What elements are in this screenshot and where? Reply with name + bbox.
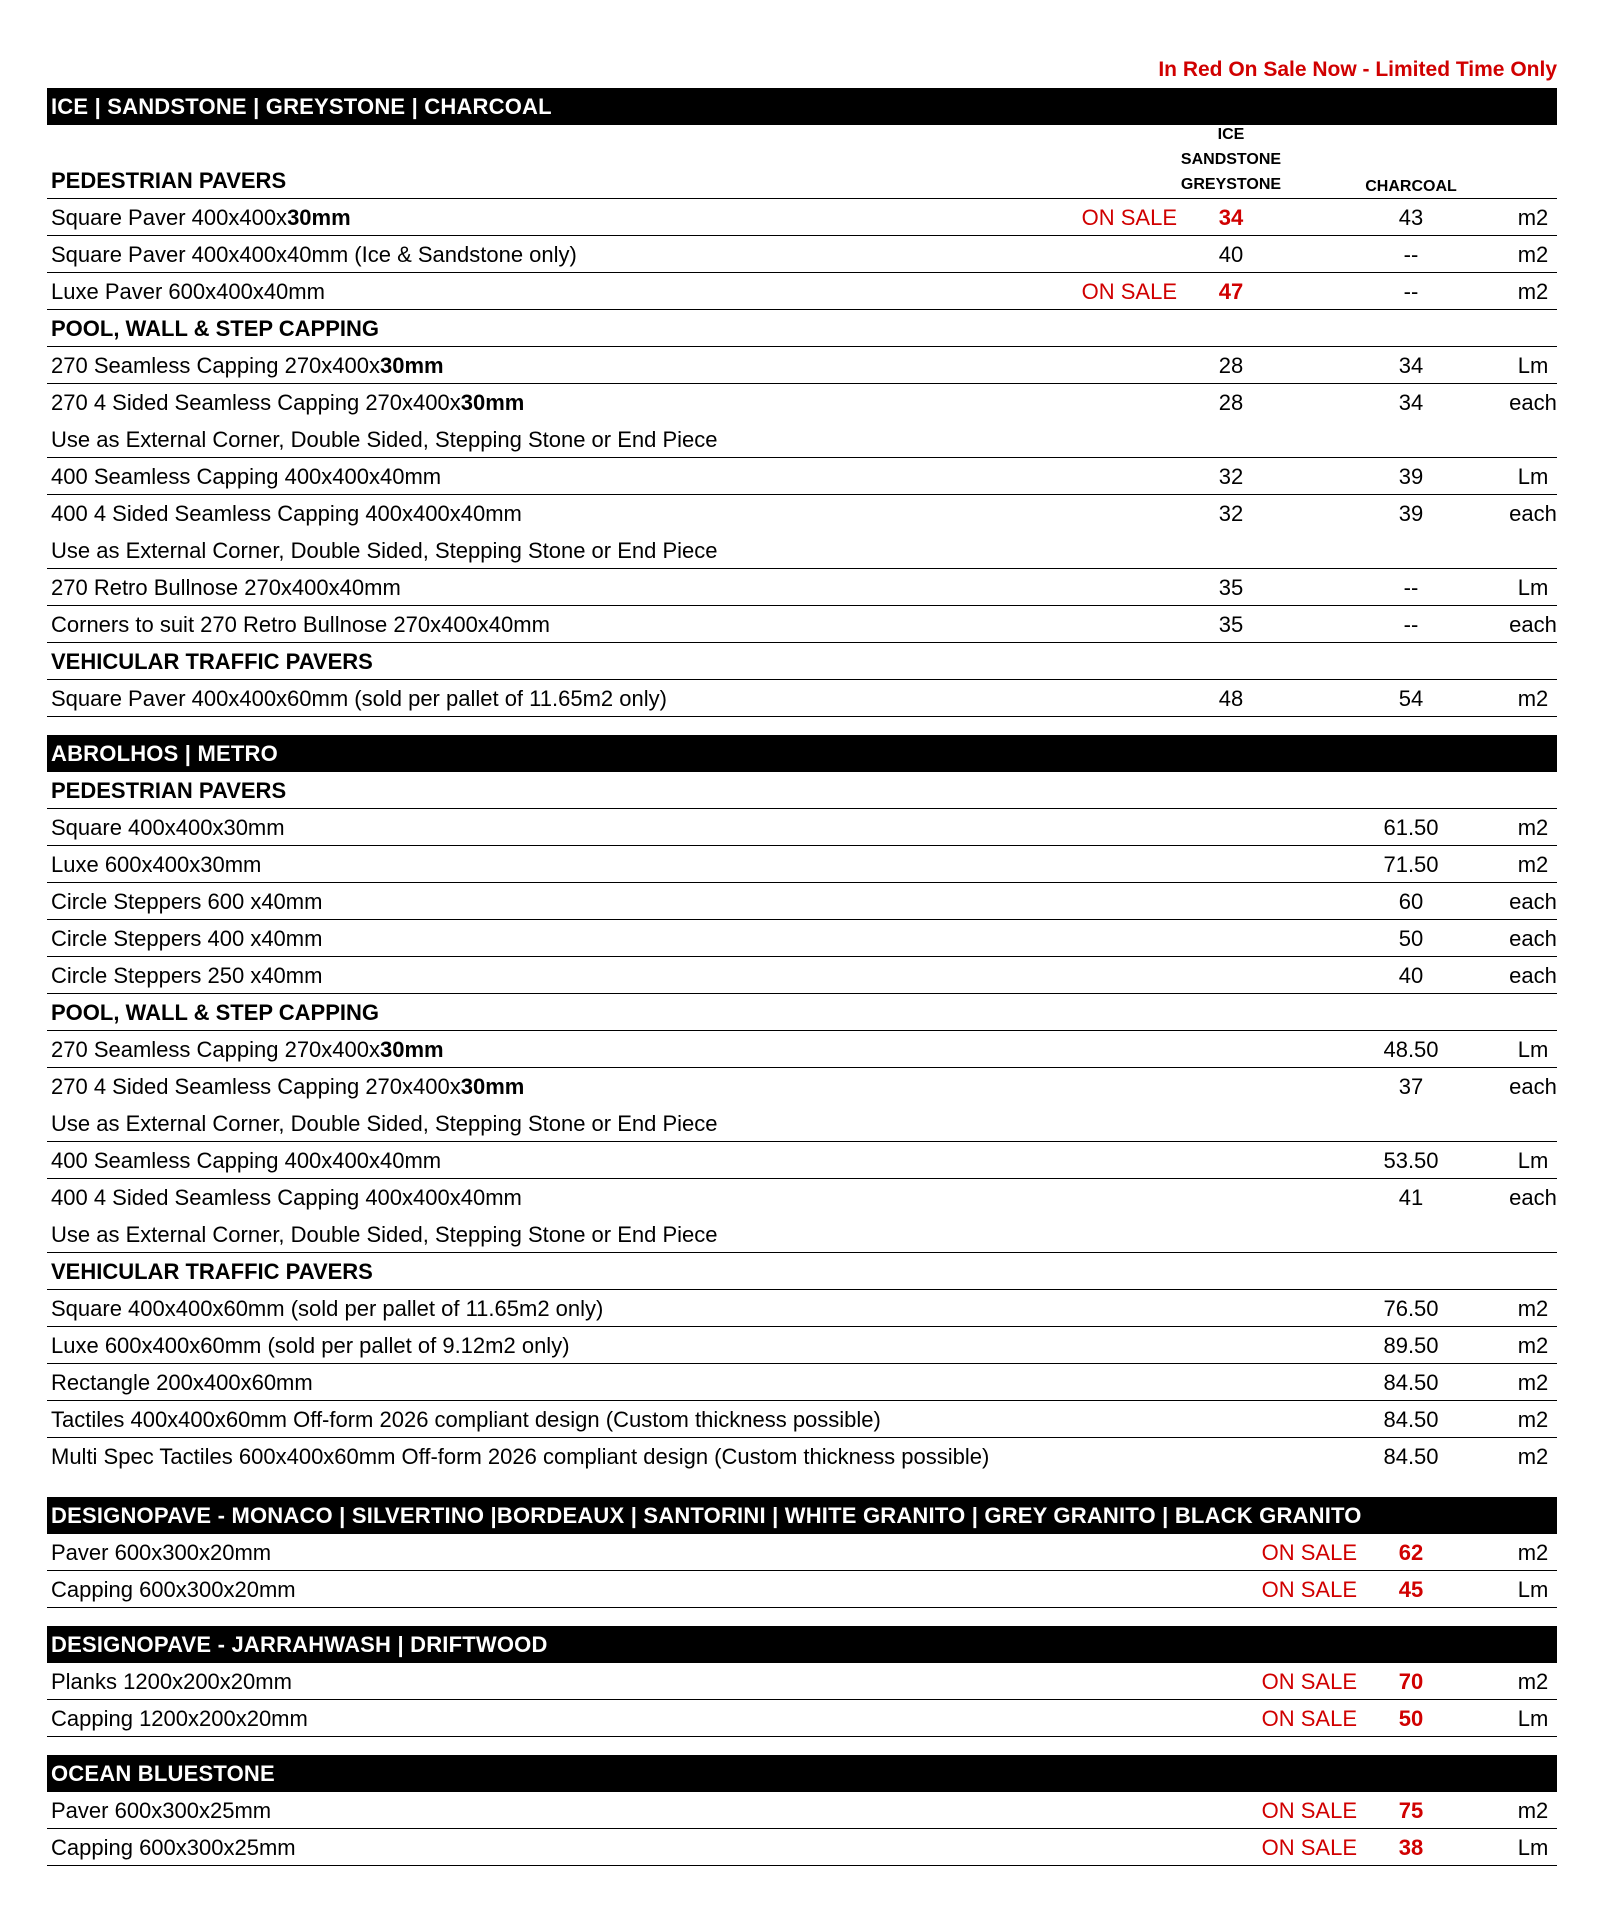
usage-note-row xyxy=(47,532,1557,569)
description-text: Capping 1200x200x20mm xyxy=(51,1706,308,1731)
price-charcoal: 50 xyxy=(1398,926,1424,951)
price-row xyxy=(47,1438,1557,1475)
price-ice-sandstone-greystone: 28 xyxy=(1218,390,1244,415)
description-text: Luxe Paver 600x400x40mm xyxy=(51,279,325,304)
price-row xyxy=(47,846,1557,883)
product-description xyxy=(51,920,322,957)
product-description xyxy=(51,1829,296,1866)
unit-label: m2 xyxy=(1517,1669,1549,1694)
unit-label: Lm xyxy=(1517,464,1549,489)
column-header-line: ICE xyxy=(1217,126,1245,143)
price-charcoal: 61.50 xyxy=(1383,815,1439,840)
product-description xyxy=(51,846,261,883)
price-row xyxy=(47,680,1557,717)
description-text: Square Paver 400x400x xyxy=(51,205,288,230)
price-charcoal: 50 xyxy=(1398,1706,1424,1731)
on-sale-label: ON SALE xyxy=(1261,1540,1357,1565)
price-charcoal: 84.50 xyxy=(1383,1407,1439,1432)
usage-note-row xyxy=(47,1216,1557,1253)
price-charcoal: 39 xyxy=(1398,464,1424,489)
price-charcoal: 48.50 xyxy=(1383,1037,1439,1062)
description-text: Use as External Corner, Double Sided, Stepping Stone or End Piece xyxy=(51,1111,718,1136)
price-row xyxy=(47,1179,1557,1216)
description-text: Use as External Corner, Double Sided, Stepping Stone or End Piece xyxy=(51,1222,718,1247)
subheading-row xyxy=(47,1253,1557,1290)
unit-label: Lm xyxy=(1517,1148,1549,1173)
unit-label: Lm xyxy=(1517,1835,1549,1860)
description-text: VEHICULAR TRAFFIC PAVERS xyxy=(51,1259,373,1284)
product-description xyxy=(51,1216,718,1253)
product-description xyxy=(51,1534,271,1571)
thickness-bold: 30mm xyxy=(380,353,444,378)
price-row xyxy=(47,1068,1557,1105)
description-text: POOL, WALL & STEP CAPPING xyxy=(51,1000,380,1025)
price-row xyxy=(47,384,1557,421)
subheading-label xyxy=(51,162,286,199)
product-description xyxy=(51,1031,444,1068)
section-header: ABROLHOS | METRO xyxy=(47,735,1557,772)
product-description xyxy=(51,1364,313,1401)
price-charcoal: 34 xyxy=(1398,353,1424,378)
price-row xyxy=(47,957,1557,994)
description-text: Use as External Corner, Double Sided, Stepping Stone or End Piece xyxy=(51,427,718,452)
description-text: 270 4 Sided Seamless Capping 270x400x xyxy=(51,390,461,415)
price-ice-sandstone-greystone: 32 xyxy=(1218,501,1244,526)
column-header-line: SANDSTONE xyxy=(1180,151,1282,168)
price-charcoal: -- xyxy=(1403,575,1419,600)
description-text: 400 4 Sided Seamless Capping 400x400x40mm xyxy=(51,501,522,526)
on-sale-label: ON SALE xyxy=(1081,205,1177,230)
unit-label: each xyxy=(1509,501,1557,526)
description-text: Luxe 600x400x60mm (sold per pallet of 9.12m2 only) xyxy=(51,1333,570,1358)
price-charcoal: 38 xyxy=(1398,1835,1424,1860)
product-description xyxy=(51,1438,989,1475)
description-text: 400 Seamless Capping 400x400x40mm xyxy=(51,1148,442,1173)
product-description xyxy=(51,347,444,384)
unit-label: m2 xyxy=(1517,1444,1549,1469)
subheading-label xyxy=(51,994,379,1031)
product-description xyxy=(51,1179,522,1216)
price-row xyxy=(47,883,1557,920)
price-row xyxy=(47,1364,1557,1401)
description-text: 400 4 Sided Seamless Capping 400x400x40mm xyxy=(51,1185,522,1210)
thickness-bold: 30mm xyxy=(380,1037,444,1062)
product-description xyxy=(51,569,401,606)
unit-label: Lm xyxy=(1517,1037,1549,1062)
price-charcoal: -- xyxy=(1403,242,1419,267)
unit-label: each xyxy=(1509,1185,1557,1210)
price-charcoal: 45 xyxy=(1398,1577,1424,1602)
unit-label: m2 xyxy=(1517,1370,1549,1395)
product-description xyxy=(51,421,718,458)
price-row xyxy=(47,1571,1557,1608)
product-description xyxy=(51,1401,881,1438)
price-row xyxy=(47,1663,1557,1700)
thickness-bold: 30mm xyxy=(460,1074,525,1099)
unit-label: Lm xyxy=(1517,575,1549,600)
subheading-row xyxy=(47,994,1557,1031)
price-ice-sandstone-greystone: 34 xyxy=(1218,205,1244,230)
price-row xyxy=(47,809,1557,846)
description-text: VEHICULAR TRAFFIC PAVERS xyxy=(51,649,373,674)
price-charcoal: 40 xyxy=(1398,963,1424,988)
unit-label: each xyxy=(1509,963,1557,988)
description-text: 400 Seamless Capping 400x400x40mm xyxy=(51,464,442,489)
price-row xyxy=(47,1829,1557,1866)
description-text: Capping 600x300x20mm xyxy=(51,1577,296,1602)
description-text: PEDESTRIAN PAVERS xyxy=(51,778,287,803)
product-description xyxy=(51,236,577,273)
price-ice-sandstone-greystone: 48 xyxy=(1218,686,1244,711)
product-description xyxy=(51,1142,441,1179)
subheading-row xyxy=(47,310,1557,347)
price-charcoal: 89.50 xyxy=(1383,1333,1439,1358)
on-sale-label: ON SALE xyxy=(1261,1798,1357,1823)
unit-label: each xyxy=(1509,612,1557,637)
price-row xyxy=(47,1327,1557,1364)
thickness-bold: 30mm xyxy=(460,390,525,415)
section-header: ICE | SANDSTONE | GREYSTONE | CHARCOAL xyxy=(47,88,1557,125)
unit-label: each xyxy=(1509,926,1557,951)
unit-label: Lm xyxy=(1517,353,1549,378)
on-sale-label: ON SALE xyxy=(1261,1669,1357,1694)
description-text: Square Paver 400x400x40mm (Ice & Sandstone only) xyxy=(51,242,577,267)
price-charcoal: -- xyxy=(1403,612,1419,637)
price-ice-sandstone-greystone: 32 xyxy=(1218,464,1244,489)
product-description xyxy=(51,1663,292,1700)
unit-label: Lm xyxy=(1517,1706,1549,1731)
unit-label: m2 xyxy=(1517,242,1549,267)
description-text: Use as External Corner, Double Sided, Stepping Stone or End Piece xyxy=(51,538,718,563)
description-text: Paver 600x300x20mm xyxy=(51,1540,272,1565)
description-text: 270 4 Sided Seamless Capping 270x400x xyxy=(51,1074,461,1099)
unit-label: m2 xyxy=(1517,686,1549,711)
description-text: 270 Seamless Capping 270x400x xyxy=(51,1037,381,1062)
unit-label: m2 xyxy=(1517,1798,1549,1823)
price-row xyxy=(47,1534,1557,1571)
description-text: Square 400x400x60mm (sold per pallet of 11.65m2 only) xyxy=(51,1296,604,1321)
description-text: Square Paver 400x400x60mm (sold per pallet of 11.65m2 only) xyxy=(51,686,667,711)
price-charcoal: -- xyxy=(1403,279,1419,304)
thickness-bold: 30mm xyxy=(287,205,351,230)
description-text: Rectangle 200x400x60mm xyxy=(51,1370,313,1395)
on-sale-label: ON SALE xyxy=(1261,1577,1357,1602)
unit-label: m2 xyxy=(1517,1407,1549,1432)
product-description xyxy=(51,1290,603,1327)
price-row xyxy=(47,236,1557,273)
product-description xyxy=(51,495,522,532)
subheading-row xyxy=(47,643,1557,680)
subheading-label xyxy=(51,1253,373,1290)
price-charcoal: 34 xyxy=(1398,390,1424,415)
subheading-label xyxy=(51,643,373,680)
description-text: Tactiles 400x400x60mm Off-form 2026 compliant design (Custom thickness possible) xyxy=(51,1407,881,1432)
price-charcoal: 41 xyxy=(1398,1185,1424,1210)
description-text: Circle Steppers 600 x40mm xyxy=(51,889,323,914)
product-description xyxy=(51,1571,296,1608)
usage-note-row xyxy=(47,1105,1557,1142)
description-text: PEDESTRIAN PAVERS xyxy=(51,168,287,193)
section-header: DESIGNOPAVE - MONACO | SILVERTINO |BORDEAUX | SANTORINI | WHITE GRANITO | GREY GRANITO | BLACK GRANITO xyxy=(47,1497,1557,1534)
price-charcoal: 84.50 xyxy=(1383,1370,1439,1395)
price-row xyxy=(47,606,1557,643)
product-description xyxy=(51,809,285,846)
description-text: 270 Seamless Capping 270x400x xyxy=(51,353,381,378)
price-charcoal: 71.50 xyxy=(1383,852,1439,877)
product-description xyxy=(51,680,667,717)
price-row xyxy=(47,199,1557,236)
description-text: Capping 600x300x25mm xyxy=(51,1835,296,1860)
on-sale-label: ON SALE xyxy=(1261,1706,1357,1731)
product-description xyxy=(51,1068,524,1105)
price-charcoal: 39 xyxy=(1398,501,1424,526)
product-description xyxy=(51,273,325,310)
product-description xyxy=(51,957,322,994)
price-row xyxy=(47,1031,1557,1068)
column-header-line: GREYSTONE xyxy=(1180,176,1282,193)
description-text: Square 400x400x30mm xyxy=(51,815,285,840)
description-text: Luxe 600x400x30mm xyxy=(51,852,262,877)
product-description xyxy=(51,606,550,643)
unit-label: each xyxy=(1509,1074,1557,1099)
price-row xyxy=(47,495,1557,532)
description-text: 270 Retro Bullnose 270x400x40mm xyxy=(51,575,401,600)
price-row xyxy=(47,1700,1557,1737)
unit-label: Lm xyxy=(1517,1577,1549,1602)
price-ice-sandstone-greystone: 28 xyxy=(1218,353,1244,378)
product-description xyxy=(51,883,322,920)
price-charcoal: 37 xyxy=(1398,1074,1424,1099)
price-row xyxy=(47,273,1557,310)
unit-label: m2 xyxy=(1517,815,1549,840)
subheading-row xyxy=(47,162,1557,199)
description-text: POOL, WALL & STEP CAPPING xyxy=(51,316,380,341)
price-charcoal: 43 xyxy=(1398,205,1424,230)
price-row xyxy=(47,1401,1557,1438)
unit-label: m2 xyxy=(1517,1296,1549,1321)
unit-label: each xyxy=(1509,390,1557,415)
product-description xyxy=(51,1700,308,1737)
price-ice-sandstone-greystone: 47 xyxy=(1218,279,1244,304)
on-sale-label: ON SALE xyxy=(1261,1835,1357,1860)
unit-label: m2 xyxy=(1517,852,1549,877)
price-ice-sandstone-greystone: 40 xyxy=(1218,242,1244,267)
price-row xyxy=(47,1792,1557,1829)
product-description xyxy=(51,1105,718,1142)
unit-label: m2 xyxy=(1517,1540,1549,1565)
description-text: Corners to suit 270 Retro Bullnose 270x400x40mm xyxy=(51,612,550,637)
unit-label: each xyxy=(1509,889,1557,914)
section-header: DESIGNOPAVE - JARRAHWASH | DRIFTWOOD xyxy=(47,1626,1557,1663)
price-ice-sandstone-greystone: 35 xyxy=(1218,612,1244,637)
description-text: Planks 1200x200x20mm xyxy=(51,1669,292,1694)
price-charcoal: 62 xyxy=(1398,1540,1424,1565)
subheading-label xyxy=(51,310,379,347)
price-ice-sandstone-greystone: 35 xyxy=(1218,575,1244,600)
price-charcoal: 76.50 xyxy=(1383,1296,1439,1321)
product-description xyxy=(51,384,524,421)
sale-notice: In Red On Sale Now - Limited Time Only xyxy=(1158,58,1557,81)
subheading-row xyxy=(47,772,1557,809)
price-charcoal: 53.50 xyxy=(1383,1148,1439,1173)
column-header-charcoal: CHARCOAL xyxy=(1365,178,1457,195)
product-description xyxy=(51,458,441,495)
product-description xyxy=(51,1792,271,1829)
price-charcoal: 84.50 xyxy=(1383,1444,1439,1469)
price-charcoal: 54 xyxy=(1398,686,1424,711)
description-text: Circle Steppers 250 x40mm xyxy=(51,963,323,988)
product-description xyxy=(51,532,718,569)
price-row xyxy=(47,569,1557,606)
unit-label: m2 xyxy=(1517,279,1549,304)
usage-note-row xyxy=(47,421,1557,458)
price-row xyxy=(47,920,1557,957)
price-charcoal: 60 xyxy=(1398,889,1424,914)
on-sale-label: ON SALE xyxy=(1081,279,1177,304)
product-description xyxy=(51,1327,570,1364)
subheading-label xyxy=(51,772,286,809)
price-row xyxy=(47,458,1557,495)
price-charcoal: 70 xyxy=(1398,1669,1424,1694)
price-row xyxy=(47,1142,1557,1179)
price-charcoal: 75 xyxy=(1398,1798,1424,1823)
price-row xyxy=(47,347,1557,384)
price-row xyxy=(47,1290,1557,1327)
product-description xyxy=(51,199,351,236)
description-text: Circle Steppers 400 x40mm xyxy=(51,926,323,951)
unit-label: m2 xyxy=(1517,1333,1549,1358)
unit-label: m2 xyxy=(1517,205,1549,230)
description-text: Multi Spec Tactiles 600x400x60mm Off-form 2026 compliant design (Custom thickness possible) xyxy=(51,1444,990,1469)
description-text: Paver 600x300x25mm xyxy=(51,1798,272,1823)
section-header: OCEAN BLUESTONE xyxy=(47,1755,1557,1792)
